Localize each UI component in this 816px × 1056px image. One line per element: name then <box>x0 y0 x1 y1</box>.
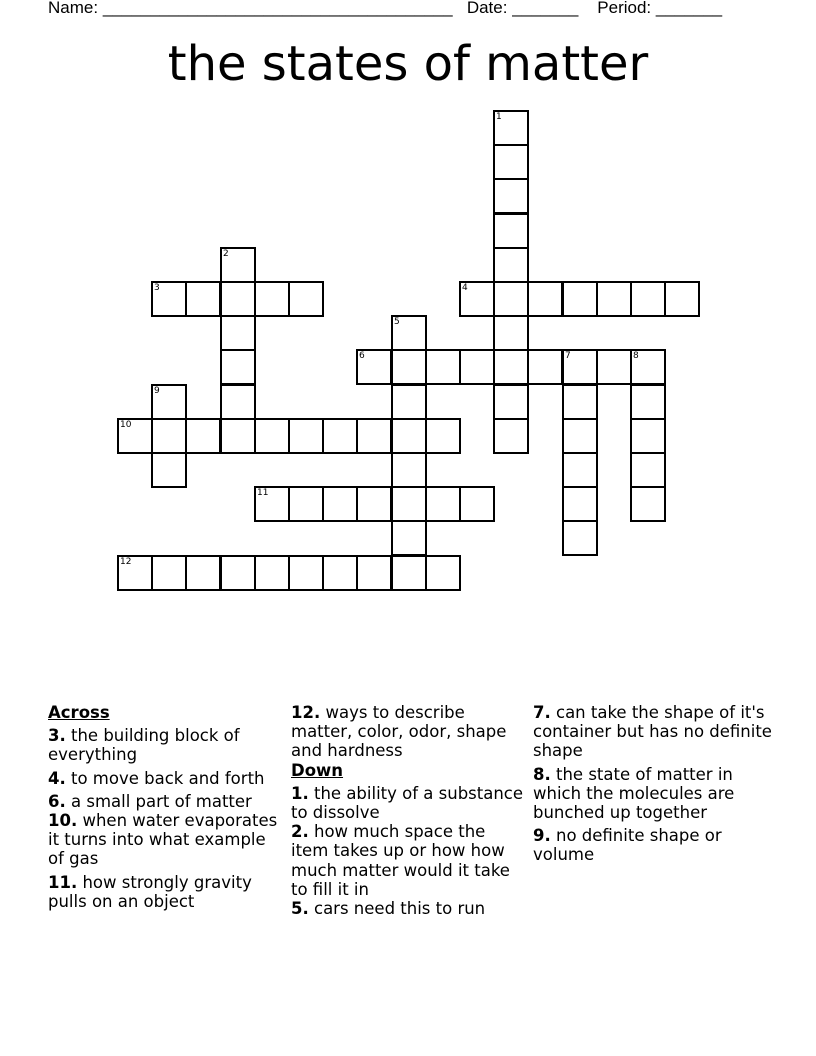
crossword-cell[interactable] <box>630 486 666 522</box>
crossword-cell[interactable] <box>493 349 529 385</box>
crossword-cell[interactable] <box>356 486 392 522</box>
crossword-cell[interactable] <box>493 110 529 146</box>
crossword-cell[interactable] <box>391 486 427 522</box>
period-label: Period: <box>597 0 652 17</box>
crossword-cell[interactable] <box>254 418 290 454</box>
crossword-cell[interactable] <box>562 452 598 488</box>
crossword-cell[interactable] <box>562 349 598 385</box>
clue-text: to move back and forth <box>65 768 265 788</box>
clue-number-label: 2 <box>223 249 229 259</box>
clue-text: no definite shape or volume <box>533 826 722 865</box>
crossword-cell[interactable] <box>630 418 666 454</box>
across-heading: Across <box>48 703 110 722</box>
crossword-cell[interactable] <box>391 452 427 488</box>
crossword-cell[interactable] <box>356 349 392 385</box>
clue-number: 5. <box>291 899 309 919</box>
crossword-cell[interactable] <box>425 349 461 385</box>
down-heading: Down <box>291 760 344 780</box>
crossword-cell[interactable] <box>220 555 256 591</box>
clue-text: how strongly gravity pulls on an object <box>48 872 252 911</box>
crossword-cell[interactable] <box>220 315 256 351</box>
clue-text: when water evaporates it turns into what example of gas <box>48 811 278 869</box>
date-blank[interactable]: _______ <box>512 0 579 17</box>
crossword-cell[interactable] <box>322 555 358 591</box>
crossword-cell[interactable] <box>254 281 290 317</box>
crossword-cell[interactable] <box>288 486 324 522</box>
period-blank[interactable]: _______ <box>655 0 723 17</box>
crossword-cell[interactable] <box>220 247 256 283</box>
clue-across-11 <box>48 873 280 911</box>
clue-text: ways to describe matter, color, odor, shape and hardness <box>291 703 507 761</box>
crossword-cell[interactable] <box>117 555 153 591</box>
clue-down-8 <box>533 765 773 823</box>
name-label: Name: <box>48 0 99 17</box>
crossword-cell[interactable] <box>391 349 427 385</box>
clue-down-1 <box>291 784 527 822</box>
page-title: the states of matter <box>167 36 649 92</box>
crossword-cell[interactable] <box>220 418 256 454</box>
clue-number-label: 11 <box>257 488 269 498</box>
clue-text: how much space the item takes up or how how much matter would it take to fill it in <box>291 822 510 899</box>
clue-number: 10. <box>48 811 78 831</box>
clue-number: 1. <box>291 783 309 803</box>
crossword-cell[interactable] <box>322 418 358 454</box>
crossword-cell[interactable] <box>117 418 153 454</box>
crossword-cell[interactable] <box>493 384 529 420</box>
crossword-cell[interactable] <box>220 384 256 420</box>
clue-text: can take the shape of it's container but has no definite shape <box>533 703 772 761</box>
crossword-cell[interactable] <box>151 281 187 317</box>
clue-text: the ability of a substance to dissolve <box>291 783 524 823</box>
clue-number-label: 12 <box>120 557 132 567</box>
clue-text: the state of matter in which the molecules are bunched up together <box>533 764 735 823</box>
crossword-cell[interactable] <box>459 281 495 317</box>
clue-number: 9. <box>533 826 551 846</box>
clue-number-label: 7 <box>565 351 571 361</box>
clue-across-12 <box>291 703 527 761</box>
date-label: Date: <box>466 0 508 17</box>
clue-down-2 <box>291 822 527 899</box>
crossword-cell[interactable] <box>356 555 392 591</box>
clue-down-5 <box>291 899 527 918</box>
crossword-cell[interactable] <box>185 555 221 591</box>
crossword-cell[interactable] <box>562 418 598 454</box>
clues-column-3 <box>533 703 773 869</box>
clue-number: 2. <box>291 822 309 842</box>
crossword-cell[interactable] <box>630 452 666 488</box>
crossword-cell[interactable] <box>596 349 632 385</box>
clue-text: a small part of matter <box>65 791 252 811</box>
crossword-cell[interactable] <box>220 281 256 317</box>
clue-down-7 <box>533 703 773 761</box>
crossword-cell[interactable] <box>562 281 598 317</box>
crossword-cell[interactable] <box>596 281 632 317</box>
clue-number: 8. <box>533 764 551 784</box>
clues-column-2 <box>291 703 527 922</box>
clue-number-label: 8 <box>633 351 639 361</box>
clue-across-4 <box>48 769 280 788</box>
clue-across-10 <box>48 811 280 869</box>
clue-number-label: 6 <box>359 351 365 361</box>
crossword-cell[interactable] <box>493 418 529 454</box>
clue-text: cars need this to run <box>308 899 486 919</box>
clue-number: 7. <box>533 703 551 722</box>
crossword-cell[interactable] <box>288 418 324 454</box>
crossword-cell[interactable] <box>425 418 461 454</box>
crossword-cell[interactable] <box>151 418 187 454</box>
crossword-cell[interactable] <box>425 486 461 522</box>
crossword-cell[interactable] <box>630 281 666 317</box>
crossword-cell[interactable] <box>356 418 392 454</box>
crossword-cell[interactable] <box>151 384 187 420</box>
crossword-cell[interactable] <box>493 213 529 249</box>
clue-number-label: 3 <box>154 283 160 293</box>
clue-across-3 <box>48 726 280 764</box>
clue-down-9 <box>533 826 773 864</box>
crossword-cell[interactable] <box>630 384 666 420</box>
crossword-cell[interactable] <box>630 349 666 385</box>
crossword-cell[interactable] <box>185 281 221 317</box>
crossword-cell[interactable] <box>391 555 427 591</box>
crossword-cell[interactable] <box>664 281 700 317</box>
clue-number: 11. <box>48 872 78 892</box>
crossword-cell[interactable] <box>562 520 598 556</box>
crossword-cell[interactable] <box>562 384 598 420</box>
clue-number: 4. <box>48 768 66 788</box>
clue-number: 12. <box>291 703 321 722</box>
crossword-cell[interactable] <box>493 178 529 214</box>
crossword-cell[interactable] <box>151 452 187 488</box>
crossword-cell[interactable] <box>220 349 256 385</box>
crossword-cell[interactable] <box>391 418 427 454</box>
clue-number-label: 5 <box>394 317 400 327</box>
crossword-cell[interactable] <box>493 144 529 180</box>
crossword-cell[interactable] <box>425 555 461 591</box>
clue-number: 3. <box>48 726 66 746</box>
crossword-cell[interactable] <box>493 315 529 351</box>
crossword-cell[interactable] <box>459 486 495 522</box>
crossword-cell[interactable] <box>254 555 290 591</box>
crossword-cell[interactable] <box>493 247 529 283</box>
clue-across-6 <box>48 792 280 811</box>
crossword-cell[interactable] <box>185 418 221 454</box>
crossword-cell[interactable] <box>322 486 358 522</box>
clue-number-label: 1 <box>496 112 502 122</box>
crossword-cell[interactable] <box>288 555 324 591</box>
name-blank[interactable]: _____________________________________ <box>102 0 453 17</box>
clue-number-label: 4 <box>462 283 468 293</box>
crossword-cell[interactable] <box>391 315 427 351</box>
crossword-cell[interactable] <box>254 486 290 522</box>
crossword-cell[interactable] <box>562 486 598 522</box>
crossword-cell[interactable] <box>288 281 324 317</box>
clue-number: 6. <box>48 791 66 811</box>
crossword-cell[interactable] <box>493 281 529 317</box>
clue-number-label: 10 <box>120 420 132 430</box>
crossword-cell[interactable] <box>527 281 563 317</box>
crossword-cell[interactable] <box>527 349 563 385</box>
crossword-cell[interactable] <box>459 349 495 385</box>
clue-number-label: 9 <box>154 386 160 396</box>
crossword-cell[interactable] <box>391 520 427 556</box>
clue-text: the building block of everything <box>48 726 240 765</box>
crossword-cell[interactable] <box>151 555 187 591</box>
clues-column-1 <box>48 703 280 915</box>
crossword-cell[interactable] <box>391 384 427 420</box>
